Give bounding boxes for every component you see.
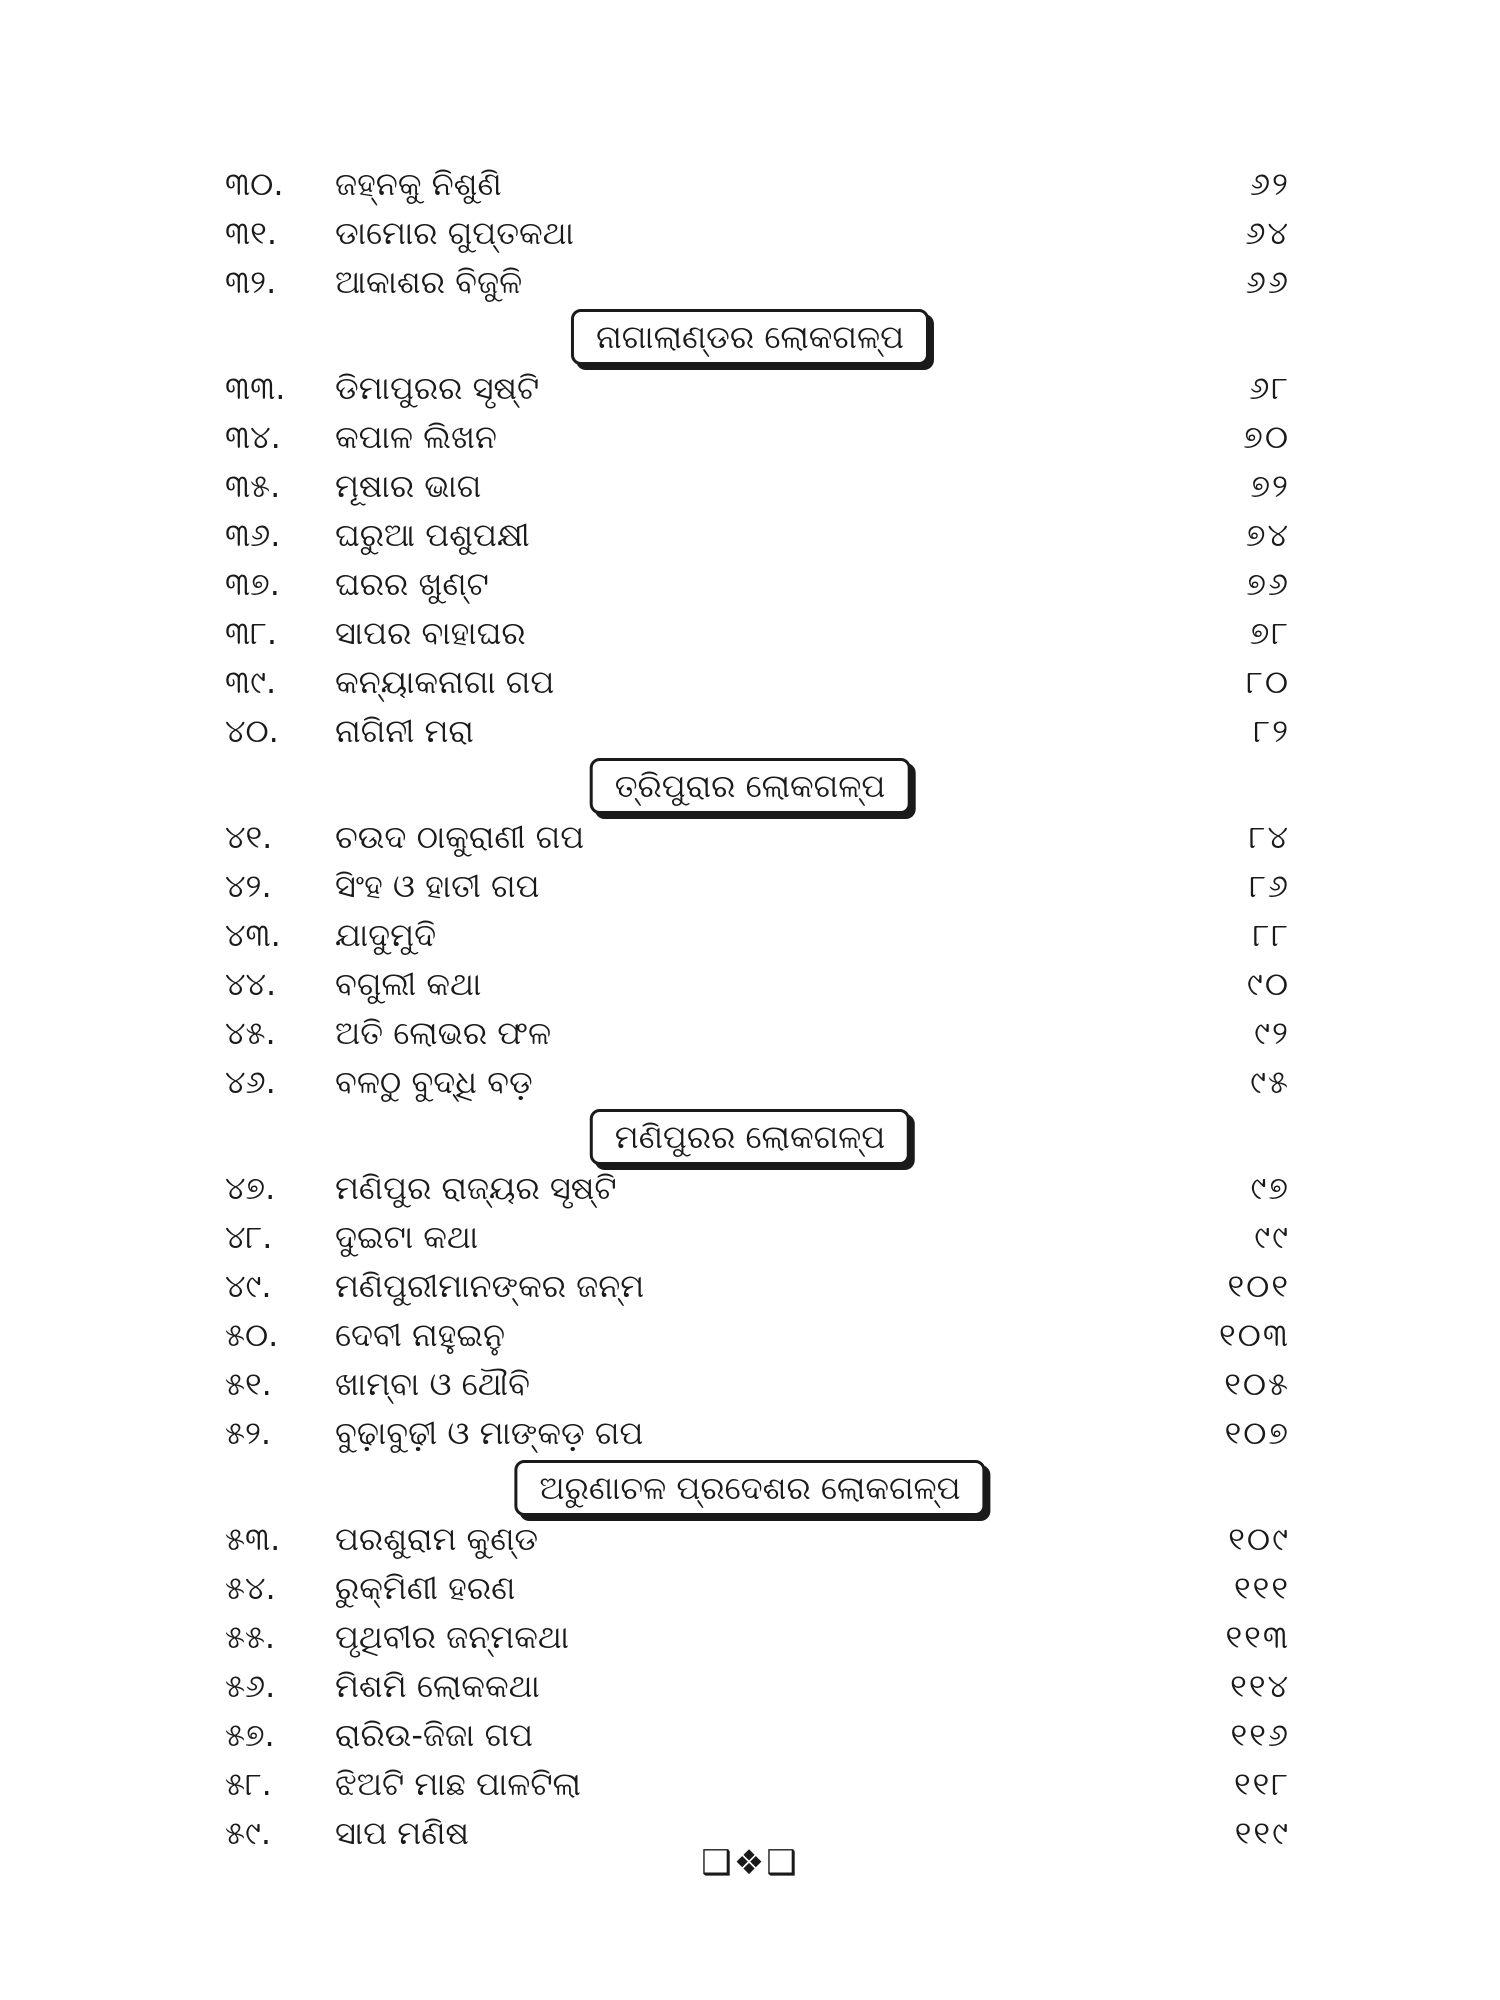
entry-title: ରାରିଉ-ଜିଜା ଗପ — [335, 1716, 534, 1754]
entry-title: ଅତି ଲୋଭର ଫଳ — [335, 1014, 552, 1052]
entry-page-number: ୧୦୩ — [1219, 1316, 1290, 1354]
entry-page-number: ୯୫ — [1250, 1063, 1290, 1101]
entry-title: କପାଳ ଲିଖନ — [335, 418, 497, 456]
entry-number: ୩୨. — [225, 263, 277, 301]
section-heading: ତ୍ରିପୁରାର ଲୋକଗଳ୍ପ — [590, 758, 911, 814]
toc-entry[interactable] — [225, 1262, 1290, 1310]
entry-page-number: ୮୬ — [1249, 867, 1290, 905]
entry-number: ୫୧. — [225, 1365, 272, 1403]
entry-title: ଘରର ଖୁଣ୍ଟ — [335, 565, 489, 603]
entry-title: ଝିଅଟି ମାଛ ପାଳଟିଲା — [335, 1765, 581, 1803]
toc-entry[interactable] — [225, 1164, 1290, 1212]
entry-number: ୩୫. — [225, 467, 281, 505]
entry-page-number: ୮୪ — [1248, 818, 1290, 856]
entry-title: ମଣିପୁର ରାଜ୍ୟର ସୃଷ୍ଟି — [335, 1169, 617, 1207]
toc-entry[interactable] — [225, 609, 1290, 657]
toc-entry[interactable] — [225, 1409, 1290, 1457]
toc-entry[interactable] — [225, 413, 1290, 461]
entry-title: ସିଂହ ଓ ହାତୀ ଗପ — [335, 867, 540, 905]
entry-page-number: ୭୦ — [1243, 418, 1290, 456]
entry-page-number: ୧୦୭ — [1224, 1414, 1290, 1452]
entry-number: ୫୦. — [225, 1316, 279, 1354]
entry-number: ୩୦. — [225, 165, 284, 203]
end-ornament: ❑❖❑ — [701, 1843, 799, 1883]
toc-entry[interactable] — [225, 1564, 1290, 1612]
entry-title: ବଳଠୁ ବୁଦ୍ଧି ବଡ଼ — [335, 1063, 533, 1101]
entry-title: ଦୁଇଟା କଥା — [335, 1218, 479, 1256]
toc-entry[interactable] — [225, 160, 1290, 208]
toc-entry[interactable] — [225, 1009, 1290, 1057]
entry-title: ବୁଢ଼ାବୁଢ଼ୀ ଓ ମାଙ୍କଡ଼ ଗପ — [335, 1414, 644, 1452]
entry-page-number: ୬୨ — [1249, 165, 1290, 203]
entry-title: ଯାଦୁମୁଦି — [335, 916, 437, 954]
entry-number: ୪୫. — [225, 1014, 276, 1052]
entry-title: କନ୍ୟାକନାଗା ଗପ — [335, 663, 555, 701]
toc-entry[interactable] — [225, 862, 1290, 910]
toc-entry[interactable] — [225, 1515, 1290, 1563]
entry-number: ୪୪. — [225, 965, 277, 1003]
section-heading: ମଣିପୁରର ଲୋକଗଳ୍ପ — [590, 1109, 910, 1165]
entry-title: ଜହ୍ନକୁ ନିଶୁଣି — [335, 165, 502, 203]
toc-entry[interactable] — [225, 1613, 1290, 1661]
entry-number: ୩୯. — [225, 663, 277, 701]
entry-page-number: ୧୦୯ — [1228, 1520, 1290, 1558]
toc-entry[interactable] — [225, 1213, 1290, 1261]
entry-page-number: ୭୪ — [1245, 516, 1290, 554]
entry-title: ଖାମ୍ବା ଓ ଥୌବି — [335, 1365, 530, 1403]
toc-entry[interactable] — [225, 707, 1290, 755]
entry-number: ୩୪. — [225, 418, 281, 456]
entry-title: ସାପର ବାହାଘର — [335, 614, 526, 652]
entry-page-number: ୧୧୮ — [1233, 1765, 1290, 1803]
toc-entry[interactable] — [225, 1662, 1290, 1710]
entry-page-number: ୭୬ — [1246, 565, 1290, 603]
entry-title: ଡାମୋର ଗୁପ୍ତକଥା — [335, 214, 574, 252]
entry-title: ରୁକ୍ମିଣୀ ହରଣ — [335, 1569, 516, 1607]
entry-page-number: ୧୧୧ — [1233, 1569, 1290, 1607]
entry-page-number: ୭୨ — [1250, 467, 1290, 505]
entry-page-number: ୧୧୪ — [1230, 1667, 1290, 1705]
toc-entry[interactable] — [225, 911, 1290, 959]
toc-entry[interactable] — [225, 658, 1290, 706]
entry-title: ପୃଥିବୀର ଜନ୍ମକଥା — [335, 1618, 570, 1656]
entry-page-number: ୬୮ — [1249, 369, 1290, 407]
entry-page-number: ୭୮ — [1249, 614, 1290, 652]
entry-number: ୩୮. — [225, 614, 278, 652]
entry-title: ସାପ ମଣିଷ — [335, 1814, 470, 1852]
entry-number: ୪୭. — [225, 1169, 276, 1207]
entry-page-number: ୯୨ — [1254, 1014, 1290, 1052]
entry-number: ୩୧. — [225, 214, 277, 252]
entry-number: ୪୯. — [225, 1267, 272, 1305]
entry-page-number: ୧୦୧ — [1227, 1267, 1290, 1305]
section-heading: ଅରୁଣାଚଳ ପ୍ରଦେଶର ଲୋକଗଳ୍ପ — [514, 1460, 985, 1516]
entry-page-number: ୧୧୩ — [1225, 1618, 1290, 1656]
entry-title: ଘରୁଆ ପଶୁପକ୍ଷୀ — [335, 516, 530, 554]
entry-page-number: ୧୦୫ — [1224, 1365, 1290, 1403]
entry-title: ମିଶମି ଲୋକକଥା — [335, 1667, 540, 1705]
entry-number: ୪୦. — [225, 712, 279, 750]
toc-entry[interactable] — [225, 1311, 1290, 1359]
entry-page-number: ୮୮ — [1252, 916, 1290, 954]
entry-number: ୩୩. — [225, 369, 286, 407]
entry-number: ୪୧. — [225, 818, 273, 856]
toc-entry[interactable] — [225, 1058, 1290, 1106]
entry-title: ପରଶୁରାମ କୁଣ୍ଡ — [335, 1520, 539, 1558]
entry-page-number: ୧୧୯ — [1234, 1814, 1290, 1852]
toc-entry[interactable] — [225, 1760, 1290, 1808]
entry-number: ୪୮. — [225, 1218, 273, 1256]
entry-page-number: ୯୦ — [1246, 965, 1290, 1003]
toc-entry[interactable] — [225, 560, 1290, 608]
entry-number: ୫୫. — [225, 1618, 276, 1656]
entry-title: ଆକାଶର ବିଜୁଳି — [335, 263, 523, 301]
entry-page-number: ୯୭ — [1250, 1169, 1290, 1207]
entry-number: ୫୩. — [225, 1520, 281, 1558]
entry-title: ଡିମାପୁରର ସୃଷ୍ଟି — [335, 369, 540, 407]
entry-title: ମଣିପୁରୀମାନଙ୍କର ଜନ୍ମ — [335, 1267, 645, 1305]
entry-number: ୫୬. — [225, 1667, 276, 1705]
entry-page-number: ୮୦ — [1246, 663, 1290, 701]
entry-number: ୩୬. — [225, 516, 281, 554]
toc-entry[interactable] — [225, 209, 1290, 257]
toc-entry[interactable] — [225, 364, 1290, 412]
entry-page-number: ୯୯ — [1254, 1218, 1290, 1256]
toc-entry[interactable] — [225, 258, 1290, 306]
section-heading: ନାଗାଲାଣ୍ଡର ଲୋକଗଳ୍ପ — [571, 309, 929, 365]
entry-number: ୫୮. — [225, 1765, 272, 1803]
entry-page-number: ୮୨ — [1253, 712, 1290, 750]
entry-number: ୫୯. — [225, 1814, 272, 1852]
entry-number: ୫୪. — [225, 1569, 276, 1607]
entry-title: ମୂଷାର ଭାଗ — [335, 467, 482, 505]
entry-page-number: ୬୪ — [1245, 214, 1290, 252]
toc-entry[interactable] — [225, 462, 1290, 510]
entry-number: ୪୨. — [225, 867, 272, 905]
entry-title: ଚଉଦ ଠାକୁରାଣୀ ଗପ — [335, 818, 585, 856]
entry-page-number: ୧୧୬ — [1230, 1716, 1290, 1754]
entry-number: ୫୨. — [225, 1414, 272, 1452]
toc-entry[interactable] — [225, 1711, 1290, 1759]
toc-entry[interactable] — [225, 511, 1290, 559]
entry-number: ୩୭. — [225, 565, 280, 603]
entry-title: ଦେବୀ ନାହୁଇନୁ — [335, 1316, 506, 1354]
entry-number: ୫୭. — [225, 1716, 275, 1754]
toc-entry[interactable] — [225, 960, 1290, 1008]
toc-entry[interactable] — [225, 813, 1290, 861]
entry-number: ୪୩. — [225, 916, 281, 954]
entry-page-number: ୬୬ — [1245, 263, 1290, 301]
entry-title: ବଗୁଲୀ କଥା — [335, 965, 482, 1003]
toc-entry[interactable] — [225, 1360, 1290, 1408]
entry-number: ୪୬. — [225, 1063, 276, 1101]
entry-title: ନାଗିନୀ ମରା — [335, 712, 474, 750]
